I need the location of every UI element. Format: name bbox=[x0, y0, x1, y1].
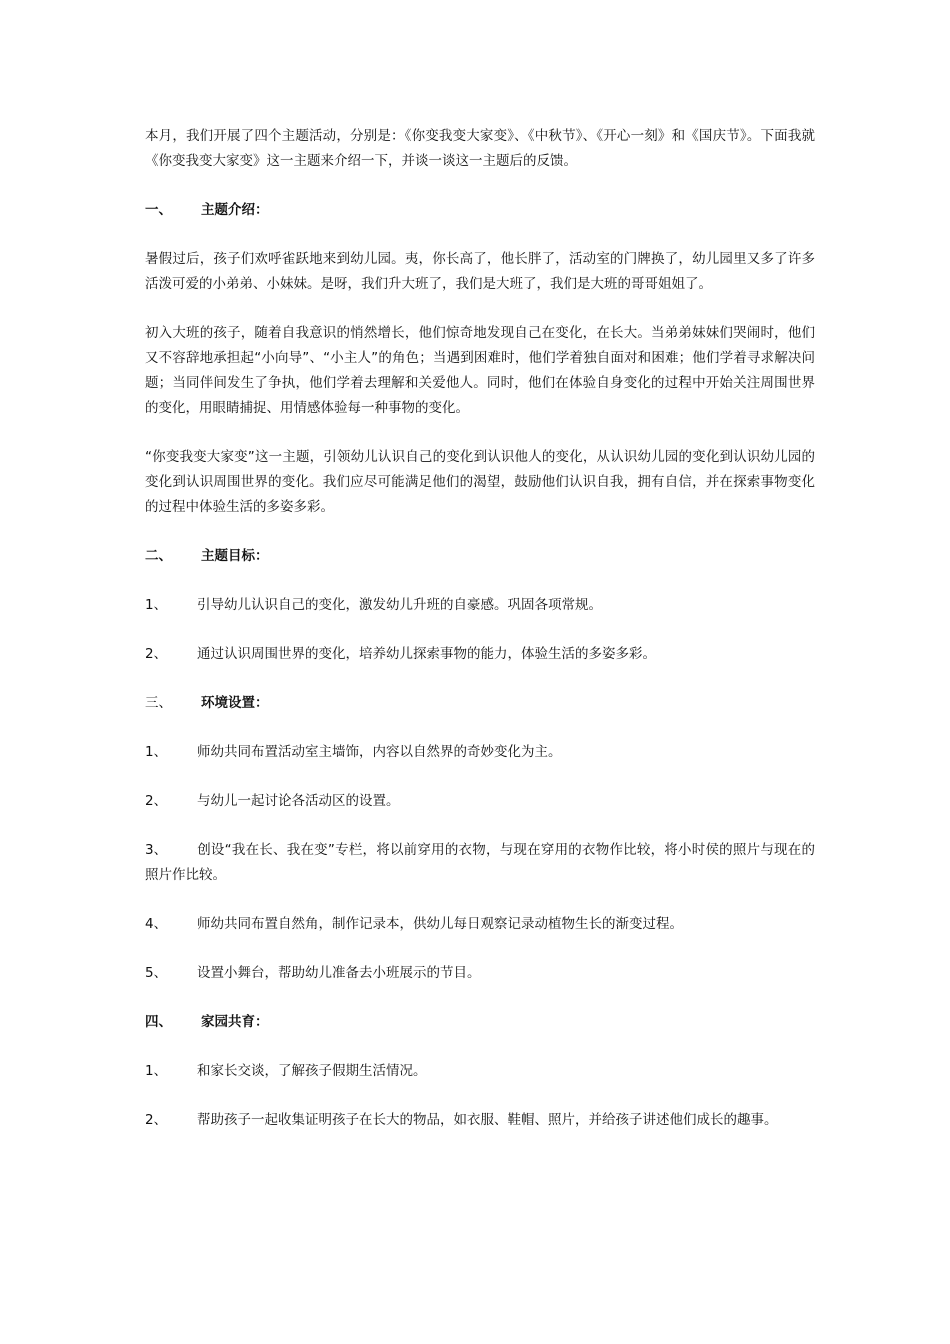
item-text: 通过认识周围世界的变化，培养幼儿探索事物的能力，体验生活的多姿多彩。 bbox=[197, 646, 656, 662]
item-text: 创设“我在长、我在变”专栏，将以前穿用的衣物，与现在穿用的衣物作比较，将小时侯的照片与现在的照片作比较。 bbox=[145, 842, 815, 883]
section-heading-goals bbox=[145, 544, 815, 569]
section-heading-environment bbox=[145, 691, 815, 716]
list-item bbox=[145, 642, 815, 667]
list-item bbox=[145, 593, 815, 618]
item-number: 1、 bbox=[145, 744, 168, 760]
item-number: 4、 bbox=[145, 916, 168, 932]
document-body bbox=[145, 124, 815, 1157]
list-item bbox=[145, 961, 815, 986]
item-number: 3、 bbox=[145, 842, 168, 858]
section-title: 环境设置： bbox=[201, 695, 269, 711]
item-text: 引导幼儿认识自己的变化，激发幼儿升班的自豪感。巩固各项常规。 bbox=[197, 597, 602, 613]
list-item bbox=[145, 912, 815, 937]
item-text: 师幼共同布置自然角，制作记录本，供幼儿每日观察记录动植物生长的渐变过程。 bbox=[197, 916, 683, 932]
item-text: 帮助孩子一起收集证明孩子在长大的物品，如衣服、鞋帽、照片，并给孩子讲述他们成长的趣事。 bbox=[197, 1112, 778, 1128]
section-number: 二、 bbox=[145, 548, 172, 564]
intro-paragraph-3: “你变我变大家变”这一主题，引领幼儿认识自己的变化到认识他人的变化，从认识幼儿园的变化到认识幼儿园的变化到认识周围世界的变化。我们应尽可能满足他们的渴望，鼓励他们认识自我，拥有自信，并在探索事物变化的过程中体验生活的多姿多彩。 bbox=[145, 449, 815, 515]
item-text: 设置小舞台，帮助幼儿准备去小班展示的节目。 bbox=[197, 965, 481, 981]
item-number: 2、 bbox=[145, 646, 168, 662]
item-number: 2、 bbox=[145, 793, 168, 809]
item-number: 1、 bbox=[145, 597, 168, 613]
list-item bbox=[145, 1108, 815, 1133]
intro-paragraph-1: 暑假过后，孩子们欢呼雀跃地来到幼儿园。夷，你长高了，他长胖了，活动室的门牌换了，幼儿园里又多了许多活泼可爱的小弟弟、小妹妹。是呀，我们升大班了，我们是大班了，我们是大班的哥哥姐姐了。 bbox=[145, 251, 815, 292]
section-heading-home-school bbox=[145, 1010, 815, 1035]
section-title: 主题目标： bbox=[201, 548, 269, 564]
section-heading-intro bbox=[145, 198, 815, 223]
item-number: 5、 bbox=[145, 965, 168, 981]
section-title: 主题介绍： bbox=[201, 202, 269, 218]
section-number: 三、 bbox=[145, 695, 172, 711]
item-number: 1、 bbox=[145, 1063, 168, 1079]
item-text: 和家长交谈，了解孩子假期生活情况。 bbox=[197, 1063, 427, 1079]
section-number: 四、 bbox=[145, 1014, 172, 1030]
item-text: 师幼共同布置活动室主墙饰，内容以自然界的奇妙变化为主。 bbox=[197, 744, 562, 760]
section-title: 家园共育： bbox=[201, 1014, 269, 1030]
item-text: 与幼儿一起讨论各活动区的设置。 bbox=[197, 793, 400, 809]
list-item bbox=[145, 789, 815, 814]
item-number: 2、 bbox=[145, 1112, 168, 1128]
list-item bbox=[145, 1059, 815, 1084]
intro-paragraph: 本月，我们开展了四个主题活动，分别是：《你变我变大家变》、《中秋节》、《开心一刻》和《国庆节》。下面我就《你变我变大家变》这一主题来介绍一下，并谈一谈这一主题后的反馈。 bbox=[145, 128, 815, 169]
list-item bbox=[145, 740, 815, 765]
list-item bbox=[145, 838, 815, 888]
section-number: 一、 bbox=[145, 202, 172, 218]
intro-paragraph-2: 初入大班的孩子，随着自我意识的悄然增长，他们惊奇地发现自己在变化，在长大。当弟弟妹妹们哭闹时，他们又不容辞地承担起“小向导”、“小主人”的角色；当遇到困难时，他们学着独自面对和困难；他们学着寻求解决问题；当同伴间发生了争执，他们学着去理解和关爱他人。同时，他们在体验自身变化的过程中开始关注周围世界的变化，用眼睛捕捉、用情感体验每一种事物的变化。 bbox=[145, 325, 815, 416]
